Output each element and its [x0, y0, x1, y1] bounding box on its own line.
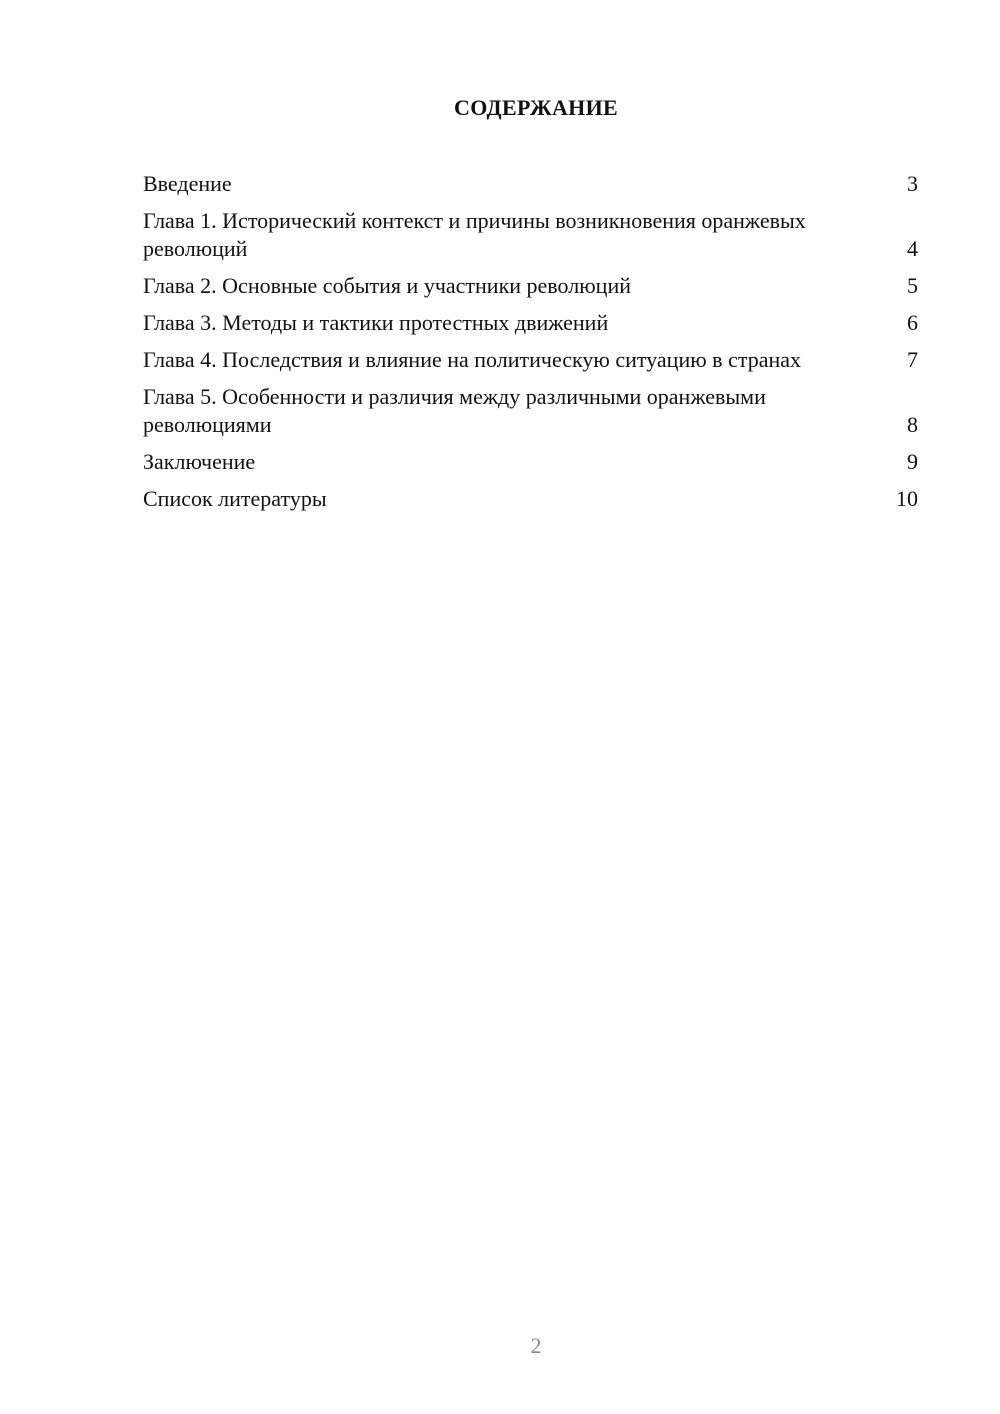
- toc-entry-text: Глава 1. Исторический контекст и причины возникновения оранжевых революций: [143, 208, 806, 261]
- table-of-contents: [143, 170, 918, 522]
- toc-entry-text: Глава 2. Основные события и участники революций: [143, 273, 631, 298]
- page-number: 2: [530, 1333, 542, 1358]
- toc-entry-references: [143, 485, 918, 513]
- toc-entry-page: 7: [907, 347, 918, 372]
- toc-entry-chapter-3: [143, 309, 918, 337]
- toc-entry-text: Заключение: [143, 449, 256, 474]
- toc-entry-page: 3: [907, 171, 918, 196]
- toc-entry-page: 5: [907, 273, 918, 298]
- toc-entry-page: 6: [907, 310, 918, 335]
- toc-entry-text: Список литературы: [143, 486, 327, 511]
- toc-entry-chapter-2: [143, 272, 918, 300]
- toc-entry-page: 9: [907, 449, 918, 474]
- toc-entry-chapter-4: [143, 346, 918, 374]
- toc-entry-page: 10: [896, 486, 918, 511]
- toc-title: СОДЕРЖАНИЕ: [454, 95, 618, 120]
- toc-entry-text: Глава 4. Последствия и влияние на политическую ситуацию в странах: [143, 347, 802, 372]
- toc-entry-text: Глава 3. Методы и тактики протестных движений: [143, 310, 609, 335]
- toc-entry-introduction: [143, 170, 918, 198]
- toc-entry-text: Глава 5. Особенности и различия между различными оранжевыми революциями: [143, 384, 766, 437]
- toc-entry-conclusion: [143, 448, 918, 476]
- toc-entry-page: 8: [907, 412, 918, 437]
- toc-entry-chapter-5: [143, 383, 918, 439]
- toc-entry-text: Введение: [143, 171, 232, 196]
- toc-entry-page: 4: [907, 236, 918, 261]
- toc-entry-chapter-1: [143, 207, 918, 263]
